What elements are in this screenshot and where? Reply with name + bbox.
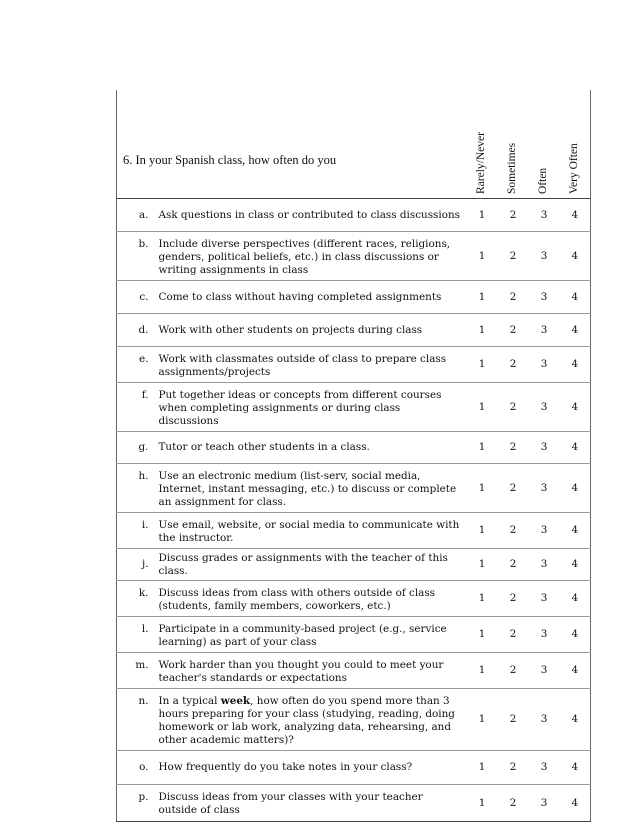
table-row — [117, 199, 591, 232]
item-text: Tutor or teach other students in a class. — [155, 432, 467, 464]
item-text: Discuss ideas from class with others outside of class (students, family members, coworkers, etc.) — [155, 581, 467, 617]
option-4[interactable]: 4 — [560, 581, 591, 617]
option-3[interactable]: 3 — [529, 653, 560, 689]
item-letter: j. — [117, 549, 155, 581]
option-3[interactable]: 3 — [529, 432, 560, 464]
table-row — [117, 232, 591, 281]
option-2[interactable]: 2 — [498, 199, 529, 232]
option-1[interactable]: 1 — [467, 689, 498, 751]
item-letter: o. — [117, 751, 155, 785]
item-letter: g. — [117, 432, 155, 464]
option-4[interactable]: 4 — [560, 383, 591, 432]
table-row — [117, 785, 591, 822]
option-3[interactable]: 3 — [529, 281, 560, 314]
option-1[interactable]: 1 — [467, 581, 498, 617]
item-letter: a. — [117, 199, 155, 232]
option-3[interactable]: 3 — [529, 617, 560, 653]
option-4[interactable]: 4 — [560, 314, 591, 347]
option-2[interactable]: 2 — [498, 314, 529, 347]
table-row — [117, 653, 591, 689]
option-3[interactable]: 3 — [529, 314, 560, 347]
option-2[interactable]: 2 — [498, 432, 529, 464]
option-4[interactable]: 4 — [560, 281, 591, 314]
option-3[interactable]: 3 — [529, 689, 560, 751]
item-letter: c. — [117, 281, 155, 314]
option-1[interactable]: 1 — [467, 383, 498, 432]
option-1[interactable]: 1 — [467, 513, 498, 549]
option-3[interactable]: 3 — [529, 199, 560, 232]
item-text: Come to class without having completed assignments — [155, 281, 467, 314]
item-text: Participate in a community-based project (e.g., service learning) as part of your class — [155, 617, 467, 653]
item-letter: f. — [117, 383, 155, 432]
table-row — [117, 432, 591, 464]
option-4[interactable]: 4 — [560, 549, 591, 581]
option-2[interactable]: 2 — [498, 785, 529, 822]
emphasis-week: week — [220, 695, 251, 707]
option-2[interactable]: 2 — [498, 347, 529, 383]
option-1[interactable]: 1 — [467, 314, 498, 347]
item-text: Use an electronic medium (list-serv, social media, Internet, instant messaging, etc.) to discuss or complete an assignment for class. — [155, 464, 467, 513]
item-text: Ask questions in class or contributed to class discussions — [155, 199, 467, 232]
option-1[interactable]: 1 — [467, 232, 498, 281]
option-4[interactable]: 4 — [560, 617, 591, 653]
option-1[interactable]: 1 — [467, 653, 498, 689]
option-4[interactable]: 4 — [560, 513, 591, 549]
option-4[interactable]: 4 — [560, 464, 591, 513]
table-row — [117, 549, 591, 581]
item-text: Work harder than you thought you could to meet your teacher's standards or expectations — [155, 653, 467, 689]
option-3[interactable]: 3 — [529, 464, 560, 513]
table-row — [117, 689, 591, 751]
item-text: How frequently do you take notes in your class? — [155, 751, 467, 785]
option-3[interactable]: 3 — [529, 581, 560, 617]
item-letter: m. — [117, 653, 155, 689]
option-4[interactable]: 4 — [560, 751, 591, 785]
option-3[interactable]: 3 — [529, 785, 560, 822]
option-2[interactable]: 2 — [498, 653, 529, 689]
option-1[interactable]: 1 — [467, 785, 498, 822]
table-row — [117, 464, 591, 513]
option-2[interactable]: 2 — [498, 617, 529, 653]
option-2[interactable]: 2 — [498, 581, 529, 617]
option-1[interactable]: 1 — [467, 549, 498, 581]
option-4[interactable]: 4 — [560, 785, 591, 822]
header-row — [117, 90, 591, 199]
item-text: Use email, website, or social media to communicate with the instructor. — [155, 513, 467, 549]
item-letter: i. — [117, 513, 155, 549]
question-title: 6. In your Spanish class, how often do you — [117, 90, 467, 199]
option-2[interactable]: 2 — [498, 383, 529, 432]
table-row — [117, 347, 591, 383]
item-letter: d. — [117, 314, 155, 347]
table-row — [117, 513, 591, 549]
option-4[interactable]: 4 — [560, 199, 591, 232]
item-letter: p. — [117, 785, 155, 822]
table-row — [117, 383, 591, 432]
option-1[interactable]: 1 — [467, 199, 498, 232]
option-3[interactable]: 3 — [529, 232, 560, 281]
option-4[interactable]: 4 — [560, 653, 591, 689]
item-text: In a typical week, how often do you spend more than 3 hours preparing for your class (studying, reading, doing homework or lab work, analyzing data, rehearsing, and other academic matters)? — [155, 689, 467, 751]
item-letter: l. — [117, 617, 155, 653]
option-4[interactable]: 4 — [560, 347, 591, 383]
option-3[interactable]: 3 — [529, 513, 560, 549]
item-text: Discuss grades or assignments with the teacher of this class. — [155, 549, 467, 581]
item-text: Include diverse perspectives (different races, religions, genders, political beliefs, etc.) in class discussions or writing assignments in class — [155, 232, 467, 281]
option-1[interactable]: 1 — [467, 617, 498, 653]
item-letter: k. — [117, 581, 155, 617]
item-letter: b. — [117, 232, 155, 281]
table-row — [117, 617, 591, 653]
option-4[interactable]: 4 — [560, 432, 591, 464]
option-3[interactable]: 3 — [529, 751, 560, 785]
scale-header-sometimes: Sometimes — [498, 90, 529, 199]
survey-table — [116, 90, 591, 822]
option-3[interactable]: 3 — [529, 347, 560, 383]
scale-header-very-often: Very Often — [560, 90, 591, 199]
option-1[interactable]: 1 — [467, 464, 498, 513]
item-text: Put together ideas or concepts from different courses when completing assignments or during class discussions — [155, 383, 467, 432]
option-1[interactable]: 1 — [467, 432, 498, 464]
table-row — [117, 751, 591, 785]
option-3[interactable]: 3 — [529, 383, 560, 432]
item-text: Work with other students on projects during class — [155, 314, 467, 347]
scale-header-often: Often — [529, 90, 560, 199]
item-text: Discuss ideas from your classes with your teacher outside of class — [155, 785, 467, 822]
option-2[interactable]: 2 — [498, 549, 529, 581]
option-2[interactable]: 2 — [498, 751, 529, 785]
option-2[interactable]: 2 — [498, 464, 529, 513]
option-1[interactable]: 1 — [467, 281, 498, 314]
table-row — [117, 581, 591, 617]
item-text: Work with classmates outside of class to prepare class assignments/projects — [155, 347, 467, 383]
item-letter: h. — [117, 464, 155, 513]
scale-header-rarely-never: Rarely/Never — [467, 90, 498, 199]
option-2[interactable]: 2 — [498, 689, 529, 751]
option-1[interactable]: 1 — [467, 347, 498, 383]
item-letter: e. — [117, 347, 155, 383]
table-row — [117, 281, 591, 314]
option-4[interactable]: 4 — [560, 689, 591, 751]
option-1[interactable]: 1 — [467, 751, 498, 785]
table-row — [117, 314, 591, 347]
option-2[interactable]: 2 — [498, 513, 529, 549]
option-2[interactable]: 2 — [498, 232, 529, 281]
option-4[interactable]: 4 — [560, 232, 591, 281]
item-letter: n. — [117, 689, 155, 751]
option-3[interactable]: 3 — [529, 549, 560, 581]
option-2[interactable]: 2 — [498, 281, 529, 314]
